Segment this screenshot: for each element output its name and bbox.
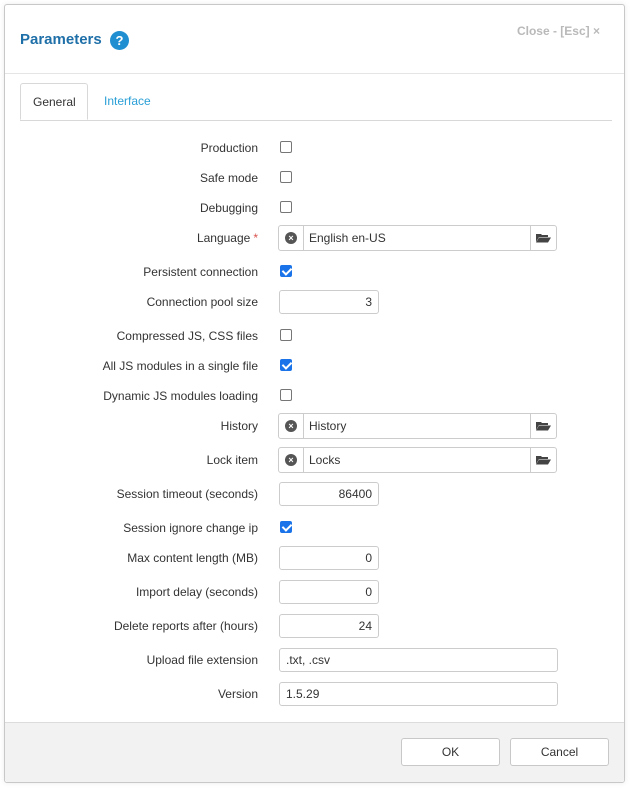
dialog-header [5,5,624,74]
production-label: Production [200,141,258,155]
language-label-text: Language [196,231,251,245]
language-clear-button[interactable] [279,226,304,250]
debugging-label: Debugging [199,201,258,215]
compressed-js-css-label: Compressed JS, CSS files [116,329,258,343]
history-value: History [309,419,347,433]
compressed-js-css-checkbox[interactable] [280,329,292,341]
session-ignore-ip-label: Session ignore change ip [123,521,258,535]
session-timeout-label: Session timeout (seconds) [116,487,258,501]
row-dynamic-loading [5,381,624,411]
dynamic-loading-label: Dynamic JS modules loading [103,389,258,403]
upload-extension-label: Upload file extension [146,653,258,667]
row-lock-item [5,445,624,475]
delete-reports-label: Delete reports after (hours) [113,619,258,633]
max-content-length-input[interactable]: 0 [279,546,379,570]
tab-bar [20,83,612,121]
tab-interface[interactable]: Interface [104,94,151,108]
history-select-button[interactable] [530,414,556,438]
row-connection-pool-size [5,287,624,317]
debugging-checkbox[interactable] [280,201,292,213]
language-lookup[interactable] [278,225,557,251]
version-input[interactable]: 1.5.29 [279,682,558,706]
language-value: English en-US [309,231,386,245]
import-delay-label: Import delay (seconds) [135,585,258,599]
lock-item-lookup[interactable] [278,447,557,473]
lock-item-value: Locks [309,453,341,467]
required-marker: * [253,231,258,245]
history-lookup[interactable] [278,413,557,439]
language-select-button[interactable] [530,226,556,250]
production-checkbox[interactable] [280,141,292,153]
row-version [5,679,624,709]
dynamic-loading-checkbox[interactable] [280,389,292,401]
row-max-content-length [5,543,624,573]
row-persistent-connection [5,257,624,287]
row-session-ignore-ip [5,513,624,543]
folder-open-icon [536,421,551,431]
connection-pool-size-label: Connection pool size [146,295,258,309]
folder-open-icon [536,455,551,465]
import-delay-input[interactable]: 0 [279,580,379,604]
max-content-length-label: Max content length (MB) [127,551,258,565]
dialog-footer [5,722,624,782]
lock-item-select-button[interactable] [530,448,556,472]
row-import-delay [5,577,624,607]
delete-reports-input[interactable]: 24 [279,614,379,638]
session-ignore-ip-checkbox[interactable] [280,521,292,533]
row-session-timeout [5,479,624,509]
row-single-file [5,351,624,381]
row-history [5,411,624,441]
persistent-connection-checkbox[interactable] [280,265,292,277]
session-timeout-input[interactable]: 86400 [279,482,379,506]
cancel-button[interactable]: Cancel [510,738,609,766]
history-label: History [220,419,258,433]
clear-circle-icon: × [285,454,297,466]
safe-mode-label: Safe mode [199,171,258,185]
persistent-connection-label: Persistent connection [143,265,258,279]
tab-general[interactable]: General [20,83,88,120]
language-label [197,223,258,253]
upload-extension-input[interactable]: .txt, .csv [279,648,558,672]
history-clear-button[interactable] [279,414,304,438]
safe-mode-checkbox[interactable] [280,171,292,183]
dialog-title: Parameters [20,31,102,48]
parameters-dialog [4,4,625,783]
row-delete-reports [5,611,624,641]
help-icon[interactable]: ? [110,31,129,50]
version-label: Version [217,687,258,701]
single-file-checkbox[interactable] [280,359,292,371]
folder-open-icon [536,233,551,243]
row-debugging [5,193,624,223]
row-compressed-js-css [5,321,624,351]
clear-circle-icon: × [285,420,297,432]
lock-item-clear-button[interactable] [279,448,304,472]
clear-circle-icon: × [285,232,297,244]
row-language [5,223,624,253]
lock-item-label: Lock item [206,453,258,467]
close-button[interactable]: Close - [Esc] × [516,24,600,38]
connection-pool-size-input[interactable]: 3 [279,290,379,314]
row-production [5,133,624,163]
row-safe-mode [5,163,624,193]
ok-button[interactable]: OK [401,738,500,766]
row-upload-extension [5,645,624,675]
single-file-label: All JS modules in a single file [102,359,258,373]
